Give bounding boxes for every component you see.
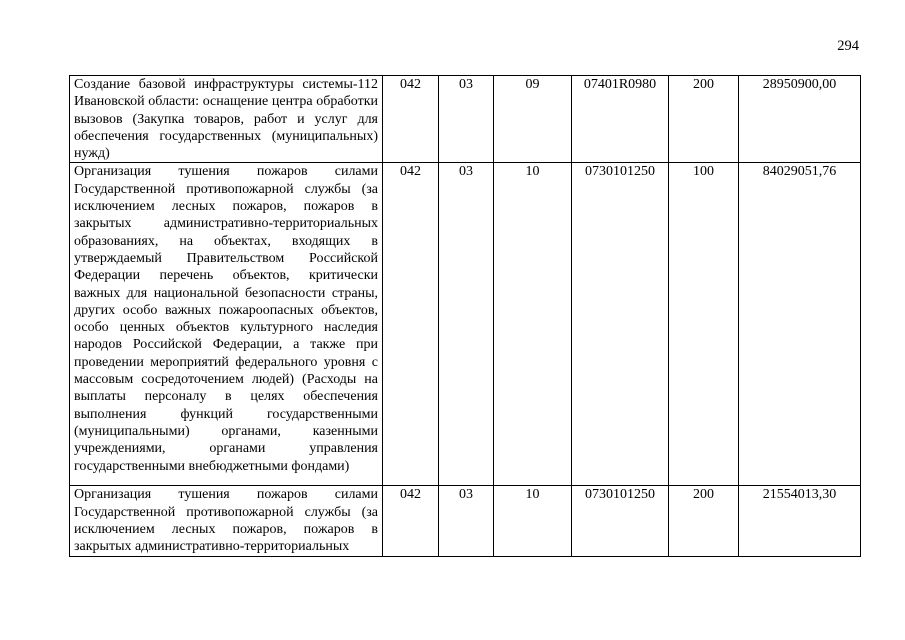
row-amount: 21554013,30 bbox=[739, 486, 861, 557]
row-subsection: 09 bbox=[494, 76, 572, 163]
page-number: 294 bbox=[837, 38, 859, 54]
row-section: 03 bbox=[439, 486, 494, 557]
row-description: Организация тушения пожаров силами Государственной противопожарной службы (за исключением лесных пожаров, пожаров в закрытых административно-территориальных bbox=[70, 486, 383, 557]
table-row bbox=[70, 486, 861, 557]
table-row bbox=[70, 163, 861, 486]
row-code: 042 bbox=[383, 163, 439, 486]
row-expense-type: 200 bbox=[669, 486, 739, 557]
row-section: 03 bbox=[439, 163, 494, 486]
row-code: 042 bbox=[383, 76, 439, 163]
row-section: 03 bbox=[439, 76, 494, 163]
row-expense-type: 100 bbox=[669, 163, 739, 486]
row-expense-type: 200 bbox=[669, 76, 739, 163]
row-subsection: 10 bbox=[494, 486, 572, 557]
row-target-article: 07401R0980 bbox=[572, 76, 669, 163]
row-target-article: 0730101250 bbox=[572, 486, 669, 557]
table-row bbox=[70, 76, 861, 163]
row-subsection: 10 bbox=[494, 163, 572, 486]
row-description: Организация тушения пожаров силами Государственной противопожарной службы (за исключением лесных пожаров, пожаров в закрытых административно-территориальных образованиях, на объектах, входящих в утверждаемый Правительством Российской Федерации перечень объектов, критически важных для национальной безопасности страны, других особо важных пожароопасных объектов, особо ценных объектов культурного наследия народов Российской Федерации, а также при проведении мероприятий федерального уровня с массовым сосредоточением людей) (Расходы на выплаты персоналу в целях обеспечения выполнения функций государственными (муниципальными) органами, казенными учреждениями, органами управления государственными внебюджетными фондами) bbox=[70, 163, 383, 486]
row-amount: 28950900,00 bbox=[739, 76, 861, 163]
row-target-article: 0730101250 bbox=[572, 163, 669, 486]
row-code: 042 bbox=[383, 486, 439, 557]
row-amount: 84029051,76 bbox=[739, 163, 861, 486]
row-description: Создание базовой инфраструктуры системы-112 Ивановской области: оснащение центра обработки вызовов (Закупка товаров, работ и услуг для обеспечения государственных (муниципальных) нужд) bbox=[70, 76, 383, 163]
budget-table bbox=[69, 75, 861, 557]
